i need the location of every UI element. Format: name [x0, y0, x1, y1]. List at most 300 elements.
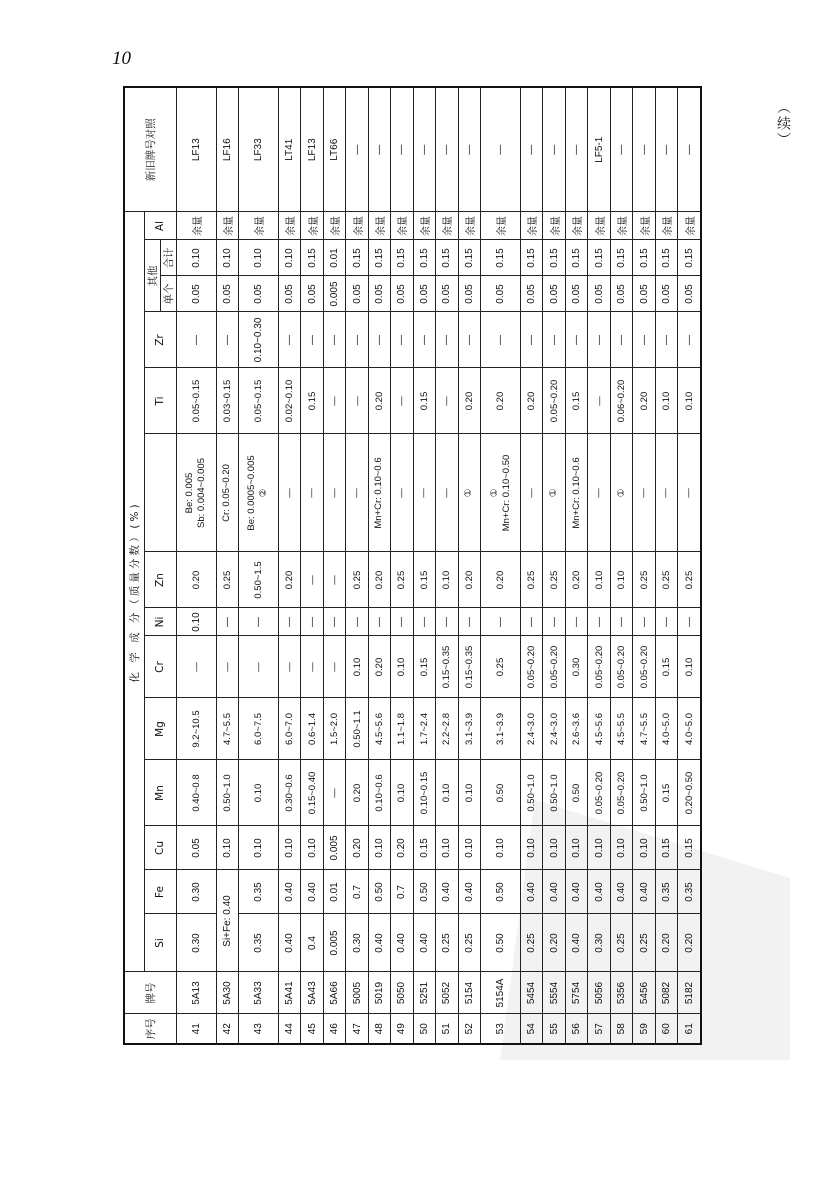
cell-fe: 0.7: [346, 870, 368, 914]
cell-total: 0.15: [543, 240, 565, 276]
cell-zn: 0.50~1.5: [238, 552, 278, 608]
cell-si: Si+Fe: 0.40: [216, 870, 238, 972]
cell-seq: 59: [633, 1014, 655, 1044]
cell-old: LF5-1: [588, 87, 610, 212]
cell-ti: 0.05~0.15: [238, 368, 278, 434]
cell-single: 0.05: [368, 276, 390, 312]
cell-other: —: [521, 434, 543, 552]
cell-single: 0.05: [216, 276, 238, 312]
cell-seq: 41: [176, 1014, 216, 1044]
cell-zn: 0.25: [655, 552, 677, 608]
cell-fe: 0.40: [521, 870, 543, 914]
cell-ti: 0.20: [633, 368, 655, 434]
cell-zr: —: [481, 312, 521, 368]
table-row: [278, 87, 300, 1044]
cell-cr: 0.25: [481, 636, 521, 698]
cell-zn: 0.20: [458, 552, 480, 608]
cell-mn: 0.50~1.0: [633, 760, 655, 826]
cell-cu: 0.10: [301, 826, 323, 870]
cell-cu: 0.005: [323, 826, 345, 870]
cell-al: 余量: [278, 212, 300, 240]
cell-single: 0.05: [481, 276, 521, 312]
cell-zn: —: [323, 552, 345, 608]
cell-mn: 0.50~1.0: [216, 760, 238, 826]
cell-single: 0.05: [543, 276, 565, 312]
cell-grade: 5A43: [301, 972, 323, 1014]
cell-si: 0.25: [458, 914, 480, 972]
cell-cu: 0.05: [176, 826, 216, 870]
cell-zr: —: [588, 312, 610, 368]
table-row: [655, 87, 677, 1044]
cell-old: —: [543, 87, 565, 212]
cell-zn: 0.10: [588, 552, 610, 608]
cell-si: 0.30: [176, 914, 216, 972]
cell-other: —: [588, 434, 610, 552]
cell-zr: —: [565, 312, 587, 368]
cell-mn: 0.10~0.6: [368, 760, 390, 826]
cell-cu: 0.10: [588, 826, 610, 870]
cell-al: 余量: [301, 212, 323, 240]
cell-al: 余量: [458, 212, 480, 240]
cell-grade: 5052: [436, 972, 458, 1014]
cell-total: 0.15: [633, 240, 655, 276]
cell-other: —: [413, 434, 435, 552]
cell-mg: 1.1~1.8: [391, 698, 413, 760]
header-mg: Mg: [144, 698, 176, 760]
cell-zn: —: [301, 552, 323, 608]
cell-seq: 45: [301, 1014, 323, 1044]
table-row: [176, 87, 216, 1044]
cell-zr: —: [216, 312, 238, 368]
cell-mg: 0.50~1.1: [346, 698, 368, 760]
cell-cr: 0.05~0.20: [588, 636, 610, 698]
cell-old: —: [346, 87, 368, 212]
cell-zn: 0.15: [413, 552, 435, 608]
cell-cu: 0.10: [436, 826, 458, 870]
header-fe: Fe: [144, 870, 176, 914]
header-chemical-composition: 化 学 成 分（质量分数）(%): [124, 212, 144, 972]
cell-other: —: [391, 434, 413, 552]
cell-ni: —: [436, 608, 458, 636]
cell-cu: 0.10: [458, 826, 480, 870]
cell-ni: —: [458, 608, 480, 636]
cell-cr: 0.05~0.20: [633, 636, 655, 698]
cell-ni: —: [368, 608, 390, 636]
cell-mn: 0.15~0.40: [301, 760, 323, 826]
cell-mn: 0.20~0.50: [678, 760, 701, 826]
table-row: [216, 87, 238, 1044]
cell-zr: —: [368, 312, 390, 368]
cell-single: 0.05: [176, 276, 216, 312]
cell-grade: 5A41: [278, 972, 300, 1014]
cell-ti: 0.10: [678, 368, 701, 434]
cell-si: 0.20: [678, 914, 701, 972]
cell-ti: 0.20: [368, 368, 390, 434]
cell-fe: 0.30: [176, 870, 216, 914]
header-zr: Zr: [144, 312, 176, 368]
cell-cr: —: [301, 636, 323, 698]
cell-total: 0.15: [521, 240, 543, 276]
cell-cu: 0.15: [678, 826, 701, 870]
cell-zr: —: [521, 312, 543, 368]
cell-al: 余量: [323, 212, 345, 240]
cell-al: 余量: [413, 212, 435, 240]
cell-zr: —: [278, 312, 300, 368]
cell-mn: 0.20: [346, 760, 368, 826]
cell-si: 0.25: [633, 914, 655, 972]
cell-ni: —: [678, 608, 701, 636]
table-row: [543, 87, 565, 1044]
cell-fe: 0.01: [323, 870, 345, 914]
cell-ni: —: [588, 608, 610, 636]
cell-mg: 4.5~5.5: [610, 698, 632, 760]
cell-ni: —: [346, 608, 368, 636]
header-si: Si: [144, 914, 176, 972]
cell-zn: 0.25: [391, 552, 413, 608]
page-number: 10: [112, 48, 131, 69]
table-row: [588, 87, 610, 1044]
cell-old: —: [368, 87, 390, 212]
cell-seq: 50: [413, 1014, 435, 1044]
cell-grade: 5A13: [176, 972, 216, 1014]
cell-si: 0.40: [278, 914, 300, 972]
cell-single: 0.05: [458, 276, 480, 312]
cell-mg: 2.6~3.6: [565, 698, 587, 760]
cell-ni: —: [481, 608, 521, 636]
cell-zr: —: [610, 312, 632, 368]
cell-fe: 0.40: [301, 870, 323, 914]
cell-ni: —: [633, 608, 655, 636]
cell-grade: 5082: [655, 972, 677, 1014]
cell-old: —: [565, 87, 587, 212]
cell-cr: 0.05~0.20: [521, 636, 543, 698]
header-al: Al: [144, 212, 176, 240]
cell-grade: 5005: [346, 972, 368, 1014]
cell-other: —: [346, 434, 368, 552]
cell-zr: —: [323, 312, 345, 368]
table-row: [633, 87, 655, 1044]
cell-cu: 0.10: [633, 826, 655, 870]
cell-grade: 5251: [413, 972, 435, 1014]
cell-cr: —: [238, 636, 278, 698]
cell-single: 0.05: [633, 276, 655, 312]
cell-grade: 5356: [610, 972, 632, 1014]
cell-mg: 0.6~1.4: [301, 698, 323, 760]
cell-fe: 0.7: [391, 870, 413, 914]
cell-si: 0.40: [391, 914, 413, 972]
cell-ti: 0.15: [565, 368, 587, 434]
cell-fe: 0.50: [481, 870, 521, 914]
cell-zn: 0.25: [216, 552, 238, 608]
cell-fe: 0.40: [278, 870, 300, 914]
cell-ti: 0.05~0.15: [176, 368, 216, 434]
cell-cr: 0.10: [346, 636, 368, 698]
cell-old: —: [678, 87, 701, 212]
cell-single: 0.05: [565, 276, 587, 312]
cell-other: ①: [458, 434, 480, 552]
cell-single: 0.05: [610, 276, 632, 312]
cell-total: 0.15: [655, 240, 677, 276]
cell-single: 0.05: [413, 276, 435, 312]
cell-other: —: [655, 434, 677, 552]
cell-mg: 9.2~10.5: [176, 698, 216, 760]
cell-zn: 0.25: [678, 552, 701, 608]
cell-cu: 0.15: [655, 826, 677, 870]
cell-other: ①: [543, 434, 565, 552]
cell-cr: 0.15~0.35: [458, 636, 480, 698]
table-row: [565, 87, 587, 1044]
cell-zn: 0.20: [565, 552, 587, 608]
cell-mg: 4.0~5.0: [655, 698, 677, 760]
cell-other: Cr: 0.05~0.20: [216, 434, 238, 552]
cell-cr: 0.15: [413, 636, 435, 698]
cell-mg: 4.7~5.5: [216, 698, 238, 760]
cell-fe: 0.35: [238, 870, 278, 914]
cell-cr: 0.20: [368, 636, 390, 698]
cell-seq: 54: [521, 1014, 543, 1044]
cell-al: 余量: [368, 212, 390, 240]
cell-zr: —: [391, 312, 413, 368]
composition-table: [123, 86, 702, 1045]
cell-grade: 5019: [368, 972, 390, 1014]
cell-si: 0.25: [610, 914, 632, 972]
cell-mn: 0.10~0.15: [413, 760, 435, 826]
cell-cu: 0.15: [413, 826, 435, 870]
cell-total: 0.15: [413, 240, 435, 276]
header-old-new-grade: 新旧牌号对照: [124, 87, 176, 212]
cell-ni: —: [413, 608, 435, 636]
cell-other: —: [678, 434, 701, 552]
cell-ni: —: [391, 608, 413, 636]
cell-seq: 46: [323, 1014, 345, 1044]
cell-si: 0.20: [543, 914, 565, 972]
cell-zn: 0.10: [610, 552, 632, 608]
cell-grade: 5182: [678, 972, 701, 1014]
cell-total: 0.15: [565, 240, 587, 276]
table-row: [521, 87, 543, 1044]
cell-old: —: [458, 87, 480, 212]
cell-single: 0.05: [436, 276, 458, 312]
cell-seq: 52: [458, 1014, 480, 1044]
cell-mg: 6.0~7.0: [278, 698, 300, 760]
cell-cu: 0.20: [346, 826, 368, 870]
cell-zn: 0.10: [436, 552, 458, 608]
cell-si: 0.40: [413, 914, 435, 972]
cell-al: 余量: [565, 212, 587, 240]
cell-mg: 1.5~2.0: [323, 698, 345, 760]
cell-fe: 0.40: [565, 870, 587, 914]
cell-other: ①: [610, 434, 632, 552]
cell-cu: 0.10: [216, 826, 238, 870]
cell-ni: —: [323, 608, 345, 636]
cell-total: 0.15: [436, 240, 458, 276]
cell-total: 0.15: [391, 240, 413, 276]
cell-ti: 0.06~0.20: [610, 368, 632, 434]
cell-cu: 0.10: [481, 826, 521, 870]
cell-grade: 5154A: [481, 972, 521, 1014]
cell-zr: —: [301, 312, 323, 368]
cell-mg: 2.4~3.0: [521, 698, 543, 760]
cell-mn: 0.50~1.0: [543, 760, 565, 826]
cell-grade: 5A30: [216, 972, 238, 1014]
cell-ti: —: [346, 368, 368, 434]
cell-single: 0.05: [678, 276, 701, 312]
cell-other: —: [278, 434, 300, 552]
cell-ti: 0.15: [413, 368, 435, 434]
cell-cr: 0.30: [565, 636, 587, 698]
cell-seq: 51: [436, 1014, 458, 1044]
cell-mg: 3.1~3.9: [481, 698, 521, 760]
cell-other: —: [633, 434, 655, 552]
cell-ni: —: [565, 608, 587, 636]
cell-si: 0.35: [238, 914, 278, 972]
cell-total: 0.10: [216, 240, 238, 276]
cell-zn: 0.25: [633, 552, 655, 608]
cell-zn: 0.25: [521, 552, 543, 608]
cell-ti: 0.20: [481, 368, 521, 434]
cell-grade: 5456: [633, 972, 655, 1014]
table-row: [413, 87, 435, 1044]
header-seq: 序号: [124, 1014, 176, 1044]
cell-mg: 4.7~5.5: [633, 698, 655, 760]
cell-fe: 0.40: [458, 870, 480, 914]
cell-old: LT66: [323, 87, 345, 212]
cell-single: 0.05: [238, 276, 278, 312]
cell-cu: 0.20: [391, 826, 413, 870]
cell-cu: 0.10: [278, 826, 300, 870]
cell-seq: 57: [588, 1014, 610, 1044]
table-row: [301, 87, 323, 1044]
cell-fe: 0.35: [655, 870, 677, 914]
cell-si: 0.20: [655, 914, 677, 972]
table-row: [368, 87, 390, 1044]
cell-cr: 0.15: [655, 636, 677, 698]
cell-other: —: [436, 434, 458, 552]
cell-zr: —: [176, 312, 216, 368]
cell-ti: 0.05~0.20: [543, 368, 565, 434]
table-row: [481, 87, 521, 1044]
cell-single: 0.05: [521, 276, 543, 312]
cell-other: ① Mn+Cr: 0.10~0.50: [481, 434, 521, 552]
cell-si: 0.25: [521, 914, 543, 972]
cell-ti: 0.20: [458, 368, 480, 434]
cell-fe: 0.40: [588, 870, 610, 914]
cell-fe: 0.50: [368, 870, 390, 914]
cell-cr: 0.05~0.20: [543, 636, 565, 698]
cell-fe: 0.40: [633, 870, 655, 914]
cell-al: 余量: [391, 212, 413, 240]
cell-seq: 44: [278, 1014, 300, 1044]
cell-zr: —: [655, 312, 677, 368]
cell-fe: 0.40: [543, 870, 565, 914]
cell-other: Mn+Cr: 0.10~0.6: [368, 434, 390, 552]
cell-single: 0.05: [346, 276, 368, 312]
header-others: 其他: [144, 240, 160, 312]
cell-seq: 49: [391, 1014, 413, 1044]
cell-al: 余量: [238, 212, 278, 240]
header-mn: Mn: [144, 760, 176, 826]
cell-cu: 0.10: [610, 826, 632, 870]
cell-mn: —: [323, 760, 345, 826]
cell-fe: 0.35: [678, 870, 701, 914]
cell-total: 0.15: [301, 240, 323, 276]
cell-other: Be: 0.005 Sb: 0.004~0.005: [176, 434, 216, 552]
cell-si: 0.50: [481, 914, 521, 972]
cell-total: 0.15: [588, 240, 610, 276]
cell-other: —: [323, 434, 345, 552]
cell-grade: 5454: [521, 972, 543, 1014]
cell-al: 余量: [655, 212, 677, 240]
cell-old: —: [521, 87, 543, 212]
cell-single: 0.05: [655, 276, 677, 312]
cell-single: 0.05: [301, 276, 323, 312]
cell-ti: —: [436, 368, 458, 434]
cell-al: 余量: [588, 212, 610, 240]
cell-zn: 0.25: [543, 552, 565, 608]
cell-zr: —: [346, 312, 368, 368]
cell-si: 0.30: [588, 914, 610, 972]
cell-al: 余量: [176, 212, 216, 240]
cell-si: 0.25: [436, 914, 458, 972]
cell-mn: 0.10: [391, 760, 413, 826]
cell-ti: —: [588, 368, 610, 434]
header-single: 单个: [160, 276, 176, 312]
cell-cr: —: [176, 636, 216, 698]
cell-si: 0.005: [323, 914, 345, 972]
cell-old: —: [436, 87, 458, 212]
cell-seq: 61: [678, 1014, 701, 1044]
cell-al: 余量: [633, 212, 655, 240]
cell-seq: 47: [346, 1014, 368, 1044]
cell-zr: —: [458, 312, 480, 368]
cell-mg: 4.5~5.6: [588, 698, 610, 760]
header-ti: Ti: [144, 368, 176, 434]
cell-zr: —: [413, 312, 435, 368]
cell-si: 0.40: [565, 914, 587, 972]
cell-old: —: [610, 87, 632, 212]
cell-mg: 6.0~7.5: [238, 698, 278, 760]
cell-ni: —: [543, 608, 565, 636]
cell-al: 余量: [610, 212, 632, 240]
cell-ni: —: [238, 608, 278, 636]
cell-zn: 0.25: [346, 552, 368, 608]
cell-al: 余量: [481, 212, 521, 240]
cell-mn: 0.50: [481, 760, 521, 826]
table-body: [176, 87, 701, 1044]
cell-old: LF13: [176, 87, 216, 212]
cell-seq: 58: [610, 1014, 632, 1044]
cell-mn: 0.30~0.6: [278, 760, 300, 826]
cell-total: 0.10: [176, 240, 216, 276]
cell-mg: 3.1~3.9: [458, 698, 480, 760]
cell-cu: 0.10: [521, 826, 543, 870]
cell-total: 0.15: [458, 240, 480, 276]
cell-total: 0.15: [610, 240, 632, 276]
cell-seq: 55: [543, 1014, 565, 1044]
cell-old: —: [413, 87, 435, 212]
table-row: [436, 87, 458, 1044]
cell-ti: 0.20: [521, 368, 543, 434]
cell-cr: 0.15~0.35: [436, 636, 458, 698]
cell-al: 余量: [678, 212, 701, 240]
cell-total: 0.01: [323, 240, 345, 276]
cell-seq: 48: [368, 1014, 390, 1044]
cell-total: 0.15: [678, 240, 701, 276]
cell-total: 0.10: [278, 240, 300, 276]
rotated-table-wrapper: [123, 88, 702, 1045]
cell-zn: 0.20: [176, 552, 216, 608]
cell-ni: —: [301, 608, 323, 636]
